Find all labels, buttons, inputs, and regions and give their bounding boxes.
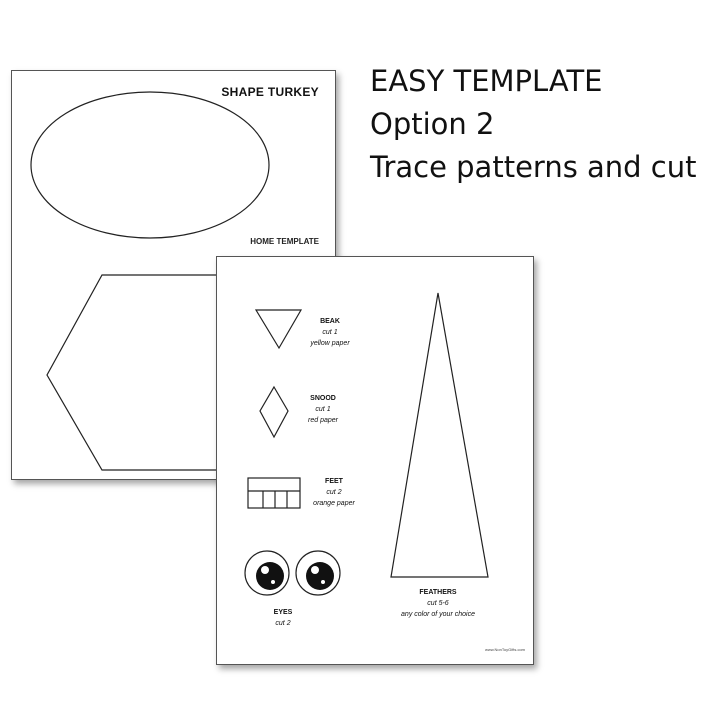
back-page-footer: HOME TEMPLATE: [250, 237, 319, 246]
feet-shape: [248, 478, 300, 508]
snood-label: SNOOD cut 1 red paper: [308, 395, 338, 424]
website-url: www.NonToyGifts.com: [484, 647, 525, 652]
back-page-title: SHAPE TURKEY: [221, 85, 319, 99]
eye-right-shape: [296, 551, 340, 595]
caption-option: Option 2: [370, 107, 495, 141]
feather-shape: [391, 293, 488, 577]
eye-left-shape: [245, 551, 289, 595]
feet-label: FEET cut 2 orange paper: [313, 478, 355, 507]
feathers-label: FEATHERS cut 5-6 any color of your choice: [401, 589, 475, 618]
beak-label: BEAK cut 1 yellow paper: [310, 318, 350, 347]
eyes-label: EYES cut 2: [273, 609, 293, 627]
snood-shape: [260, 387, 288, 437]
caption-title: EASY TEMPLATE: [370, 64, 603, 98]
caption-instruction: Trace patterns and cut: [370, 150, 697, 184]
